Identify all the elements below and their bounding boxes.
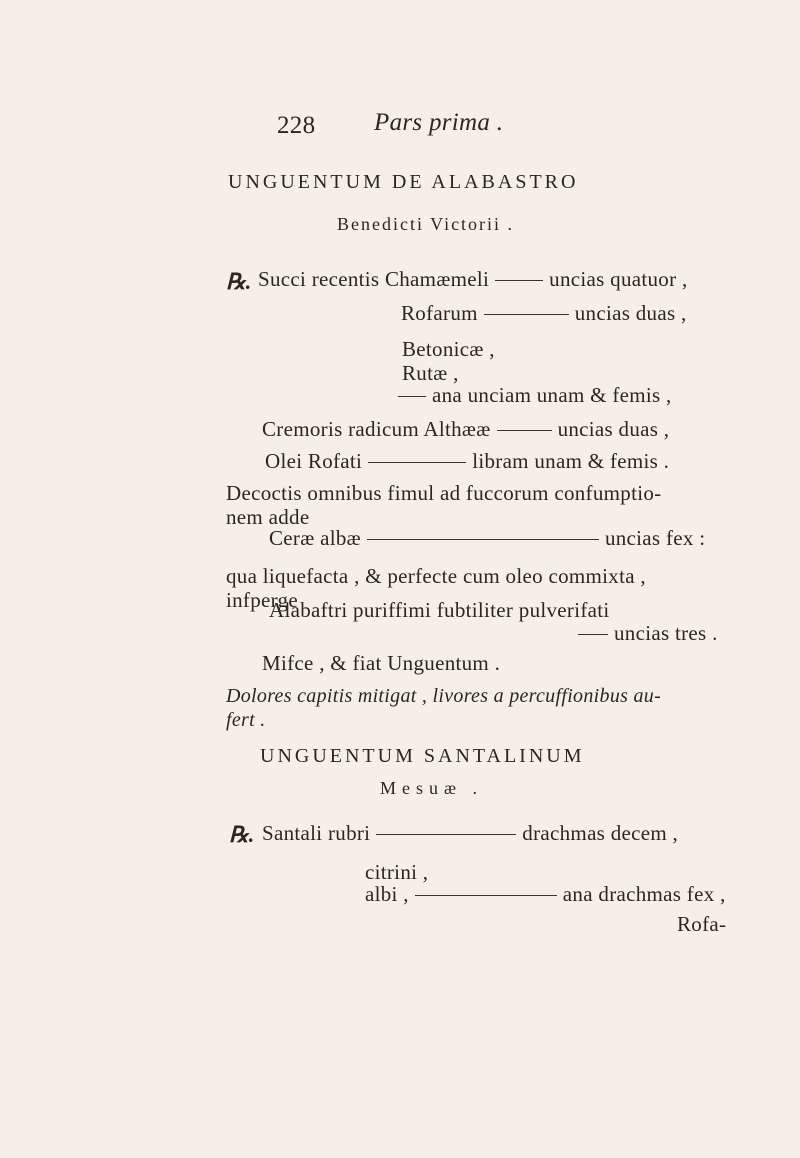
ingredient-quantity: uncias fex : bbox=[604, 526, 706, 550]
rule-dash bbox=[484, 314, 569, 315]
ingredient-name: Cremoris radicum Althææ bbox=[262, 417, 491, 441]
ingredient-name: Rofarum bbox=[401, 301, 478, 325]
ingredient-name: Santali rubri bbox=[262, 821, 371, 845]
ingredient-name: Succi recentis Chamæmeli bbox=[258, 267, 490, 291]
section-subtitle-victorii bbox=[337, 215, 514, 233]
running-title: Pars prima . bbox=[374, 109, 504, 136]
section-subtitle-mesuae: Mesuæ . bbox=[380, 778, 484, 798]
section-title-santalinum: UNGUENTUM SANTALINUM bbox=[260, 745, 585, 767]
instruction-text: infperge bbox=[226, 588, 298, 612]
rule-dash bbox=[398, 396, 426, 397]
ingredient-name: albi , bbox=[365, 882, 409, 906]
ingredient-line bbox=[398, 385, 672, 406]
usage-note: Dolores capitis mitigat , livores a percuffionibus au- bbox=[226, 685, 662, 707]
page-number: 228 bbox=[277, 112, 316, 139]
ingredient-line bbox=[365, 884, 726, 905]
recipe-symbol: ℞. bbox=[229, 822, 255, 847]
ingredient-quantity: drachmas decem , bbox=[522, 821, 679, 845]
ingredient-quantity: ana unciam unam & femis , bbox=[432, 383, 672, 407]
rule-dash bbox=[368, 462, 466, 463]
ingredient-line: Rutæ , bbox=[402, 361, 459, 385]
rule-dash bbox=[367, 539, 599, 540]
ingredient-line bbox=[258, 269, 688, 290]
ingredient-line bbox=[401, 303, 687, 324]
rule-dash bbox=[578, 634, 608, 635]
usage-note: fert . bbox=[226, 709, 266, 731]
rule-dash bbox=[376, 834, 516, 835]
ingredient-quantity: uncias duas , bbox=[557, 417, 670, 441]
ingredient-quantity: uncias duas , bbox=[574, 301, 687, 325]
ingredient-quantity: uncias quatuor , bbox=[549, 267, 688, 291]
instruction-text: nem adde bbox=[226, 505, 310, 529]
recipe-symbol: ℞. bbox=[226, 269, 252, 294]
ingredient-line: Alabaftri puriffimi fubtiliter pulverifati bbox=[269, 598, 610, 622]
ingredient-line bbox=[262, 823, 678, 844]
rule-dash bbox=[495, 280, 543, 281]
instruction-text: Decoctis omnibus fimul ad fuccorum confumptio- bbox=[226, 481, 662, 505]
ingredient-name: Olei Rofati bbox=[265, 449, 363, 473]
ingredient-line bbox=[578, 623, 718, 644]
section-title-alabastro: UNGUENTUM DE ALABASTRO bbox=[228, 171, 579, 193]
ingredient-line: Betonicæ , bbox=[402, 337, 495, 361]
catchword: Rofa- bbox=[677, 912, 727, 936]
ingredient-line: citrini , bbox=[365, 860, 429, 884]
subtitle-text: Benedicti Victorii . bbox=[337, 214, 515, 234]
instruction-text: Mifce , & fiat Unguentum . bbox=[262, 651, 501, 675]
rule-dash bbox=[415, 895, 557, 896]
ingredient-quantity: ana drachmas fex , bbox=[562, 882, 726, 906]
ingredient-quantity: libram unam & femis . bbox=[472, 449, 670, 473]
ingredient-line bbox=[262, 419, 669, 440]
ingredient-quantity: uncias tres . bbox=[614, 621, 718, 645]
rule-dash bbox=[497, 430, 552, 431]
ingredient-line bbox=[269, 528, 705, 549]
ingredient-name: Ceræ albæ bbox=[269, 526, 361, 550]
ingredient-line bbox=[265, 451, 669, 472]
instruction-text: qua liquefacta , & perfecte cum oleo commixta , bbox=[226, 564, 646, 588]
